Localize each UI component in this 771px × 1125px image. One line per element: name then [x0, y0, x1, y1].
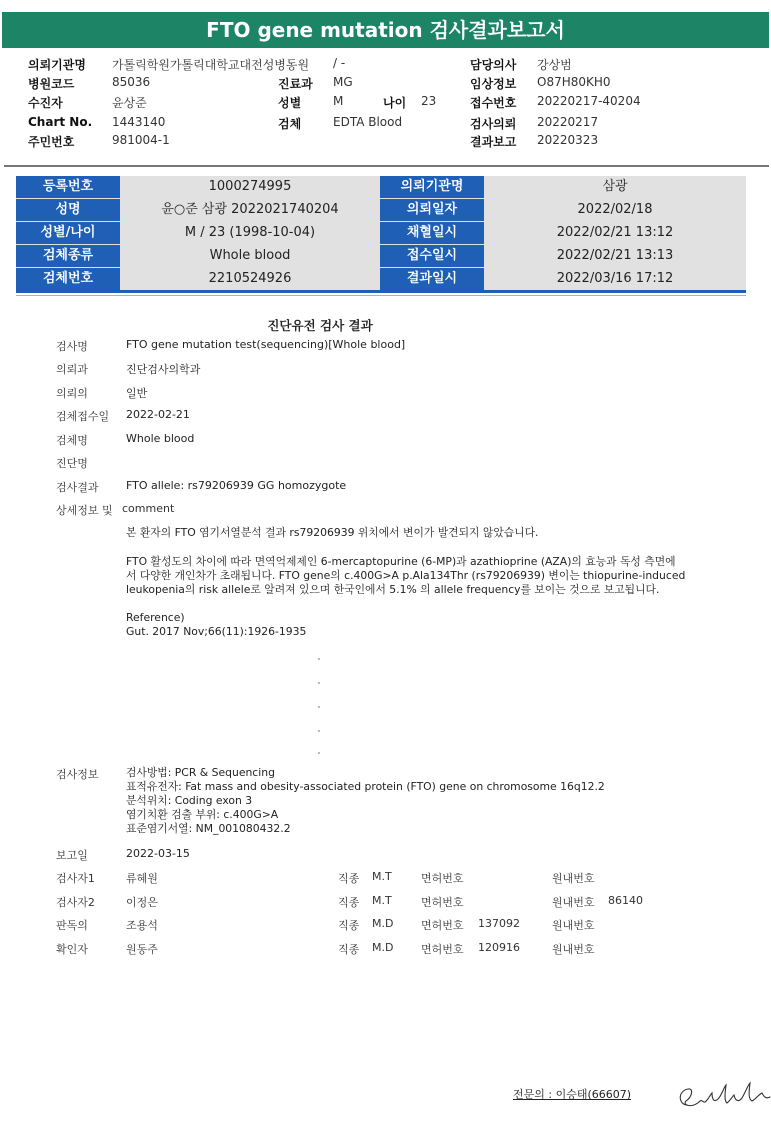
field-label: 의뢰과: [56, 363, 88, 376]
dot-mark: [318, 682, 320, 684]
staff-name: 원동주: [126, 943, 158, 956]
staff-pos-label: 직종: [338, 872, 360, 885]
reference-text: Gut. 2017 Nov;66(11):1926-1935: [126, 625, 307, 638]
field-label: 검사정보: [56, 768, 99, 781]
comment-line: 본 환자의 FTO 염기서열분석 결과 rs79206939 위치에서 변이가 발견되지 않았습니다.: [126, 526, 539, 539]
staff-pos: M.T: [372, 894, 392, 907]
field-value: FTO allele: rs79206939 GG homozygote: [126, 479, 347, 492]
header-value: 20220217: [537, 115, 599, 129]
field-label: 검체접수일: [56, 410, 110, 423]
test-info-line: 검사방법: PCR & Sequencing: [126, 766, 275, 779]
registration-value: 윤○준 삼광 2022021740204: [161, 202, 339, 217]
registration-value: 2022/03/16 17:12: [556, 271, 674, 286]
test-info: [126, 766, 605, 836]
staff-lic: 137092: [478, 917, 520, 930]
registration-row: [16, 245, 746, 268]
field-value: comment: [122, 502, 175, 515]
staff-emp-label: 원내번호: [552, 919, 595, 932]
field-value: 2022-03-15: [126, 847, 190, 860]
staff-pos-label: 직종: [338, 943, 360, 956]
field-value: FTO gene mutation test(sequencing)[Whole blood]: [126, 338, 406, 351]
header-label: 결과보고: [470, 135, 517, 149]
header-value: 가톨릭학원가톨릭대학교대전성병동원: [112, 58, 310, 72]
test-info-line: 염기치환 검출 부위: c.400G>A: [126, 808, 279, 821]
test-info-line: 분석위치: Coding exon 3: [126, 794, 253, 807]
staff-lic-label: 면허번호: [421, 919, 464, 932]
staff-pos: M.T: [372, 870, 392, 883]
registration-value: 2210524926: [208, 271, 292, 286]
registration-divider: [16, 290, 746, 293]
field-label: 상세정보 및: [56, 504, 113, 517]
field-value: 일반: [126, 387, 148, 400]
registration-row: [16, 222, 746, 245]
header-value: M: [333, 94, 344, 108]
registration-value: M / 23 (1998-10-04): [184, 225, 316, 240]
comment-line: 서 다양한 개인차가 초래됩니다. FTO gene의 c.400G>A p.Ala134Thr (rs79206939) 변이는 thiopurine-induced: [126, 569, 686, 582]
header-value: 85036: [112, 75, 151, 89]
header-value: MG: [333, 75, 353, 89]
field-label: 검사결과: [56, 481, 99, 494]
registration-table: [16, 176, 746, 290]
staff-emp-label: 원내번호: [552, 872, 595, 885]
signature-icon: [672, 1075, 771, 1115]
staff-lic: 120916: [478, 941, 520, 954]
header-value: 23: [421, 94, 437, 108]
staff-lic-label: 면허번호: [421, 872, 464, 885]
registration-row: [16, 268, 746, 291]
header-value: 윤상준: [112, 96, 147, 110]
header-value: EDTA Blood: [333, 115, 403, 129]
header-label: 병원코드: [28, 77, 75, 91]
field-label: 검체명: [56, 434, 88, 447]
header-label: 의뢰기관명: [28, 58, 86, 72]
registration-label: 결과일시: [380, 268, 484, 290]
header-label: 검사의뢰: [470, 117, 517, 131]
registration-value: Whole blood: [209, 248, 291, 263]
staff-role: 검사자2: [56, 896, 95, 909]
field-value: 진단검사의학과: [126, 363, 201, 376]
header-label: 수진자: [28, 96, 63, 110]
registration-label: 검체종류: [16, 245, 120, 267]
field-label: 의뢰의: [56, 387, 88, 400]
header-value: 20220217-40204: [537, 94, 641, 108]
report-title: FTO gene mutation 검사결과보고서: [2, 12, 769, 48]
header-value: 981004-1: [112, 133, 170, 147]
dot-mark: [318, 730, 320, 732]
registration-label: 등록번호: [16, 176, 120, 198]
staff-pos-label: 직종: [338, 919, 360, 932]
staff-role: 검사자1: [56, 872, 95, 885]
registration-label: 접수일시: [380, 245, 484, 267]
header-label: 임상정보: [470, 77, 517, 91]
staff-pos: M.D: [372, 941, 394, 954]
header-label: 나이: [383, 96, 407, 110]
header-label: 성별: [278, 96, 302, 110]
field-value: Whole blood: [126, 432, 195, 445]
registration-label: 성명: [16, 199, 120, 221]
field-label: 보고일: [56, 849, 88, 862]
registration-value: 삼광: [602, 179, 628, 194]
header-label: 검체: [278, 117, 302, 131]
registration-row: [16, 176, 746, 199]
dot-mark: [318, 658, 320, 660]
field-label: 진단명: [56, 457, 88, 470]
staff-emp-label: 원내번호: [552, 943, 595, 956]
header-value: 강상범: [537, 58, 572, 72]
registration-value: 1000274995: [208, 179, 292, 194]
staff-pos-label: 직종: [338, 896, 360, 909]
registration-row: [16, 199, 746, 222]
staff-role: 확인자: [56, 943, 88, 956]
registration-label: 의뢰기관명: [380, 176, 484, 198]
registration-label: 성별/나이: [16, 222, 120, 244]
staff-lic-label: 면허번호: [421, 896, 464, 909]
staff-name: 이정은: [126, 896, 158, 909]
header-value: O87H80KH0: [537, 75, 611, 89]
staff-lic-label: 면허번호: [421, 943, 464, 956]
staff-emp-label: 원내번호: [552, 896, 595, 909]
header-label: 접수번호: [470, 96, 517, 110]
dot-mark: [318, 706, 320, 708]
registration-value: 2022/02/21 13:12: [556, 225, 674, 240]
header-label: Chart No.: [28, 115, 93, 129]
staff-pos: M.D: [372, 917, 394, 930]
header-label: 주민번호: [28, 135, 75, 149]
dot-mark: [318, 752, 320, 754]
header-value: 20220323: [537, 133, 599, 147]
inquiry-contact: 전문의 : 이승태(66607): [513, 1088, 632, 1101]
registration-value: 2022/02/21 13:13: [556, 248, 674, 263]
registration-divider-thin: [16, 295, 746, 296]
staff-emp: 86140: [608, 894, 643, 907]
header-info: [0, 52, 771, 166]
header-label: 진료과: [278, 77, 313, 91]
registration-label: 의뢰일자: [380, 199, 484, 221]
comment-line: FTO 활성도의 차이에 따라 면역억제제인 6-mercaptopurine (6-MP)과 azathioprine (AZA)의 효능과 독성 측면에: [126, 555, 676, 568]
test-info-line: 표준염기서열: NM_001080432.2: [126, 822, 291, 835]
field-value: 2022-02-21: [126, 408, 190, 421]
registration-label: 채혈일시: [380, 222, 484, 244]
field-label: 검사명: [56, 340, 88, 353]
test-info-line: 표적유전자: Fat mass and obesity-associated protein (FTO) gene on chromosome 16q12.2: [126, 780, 605, 793]
header-label: 담당의사: [470, 58, 517, 72]
header-divider: [4, 165, 769, 167]
registration-value: 2022/02/18: [577, 202, 653, 217]
reference-label: Reference): [126, 611, 185, 624]
header-value: / -: [333, 56, 346, 70]
staff-role: 판독의: [56, 919, 88, 932]
section-title: 진단유전 검사 결과: [267, 318, 373, 333]
comment-line: leukopenia의 risk allele로 알려져 있으며 한국인에서 5.1% 의 allele frequency를 보이는 것으로 보고됩니다.: [126, 583, 660, 596]
staff-name: 조용석: [126, 919, 158, 932]
registration-label: 검체번호: [16, 268, 120, 290]
staff-name: 류혜원: [126, 872, 158, 885]
header-value: 1443140: [112, 115, 166, 129]
